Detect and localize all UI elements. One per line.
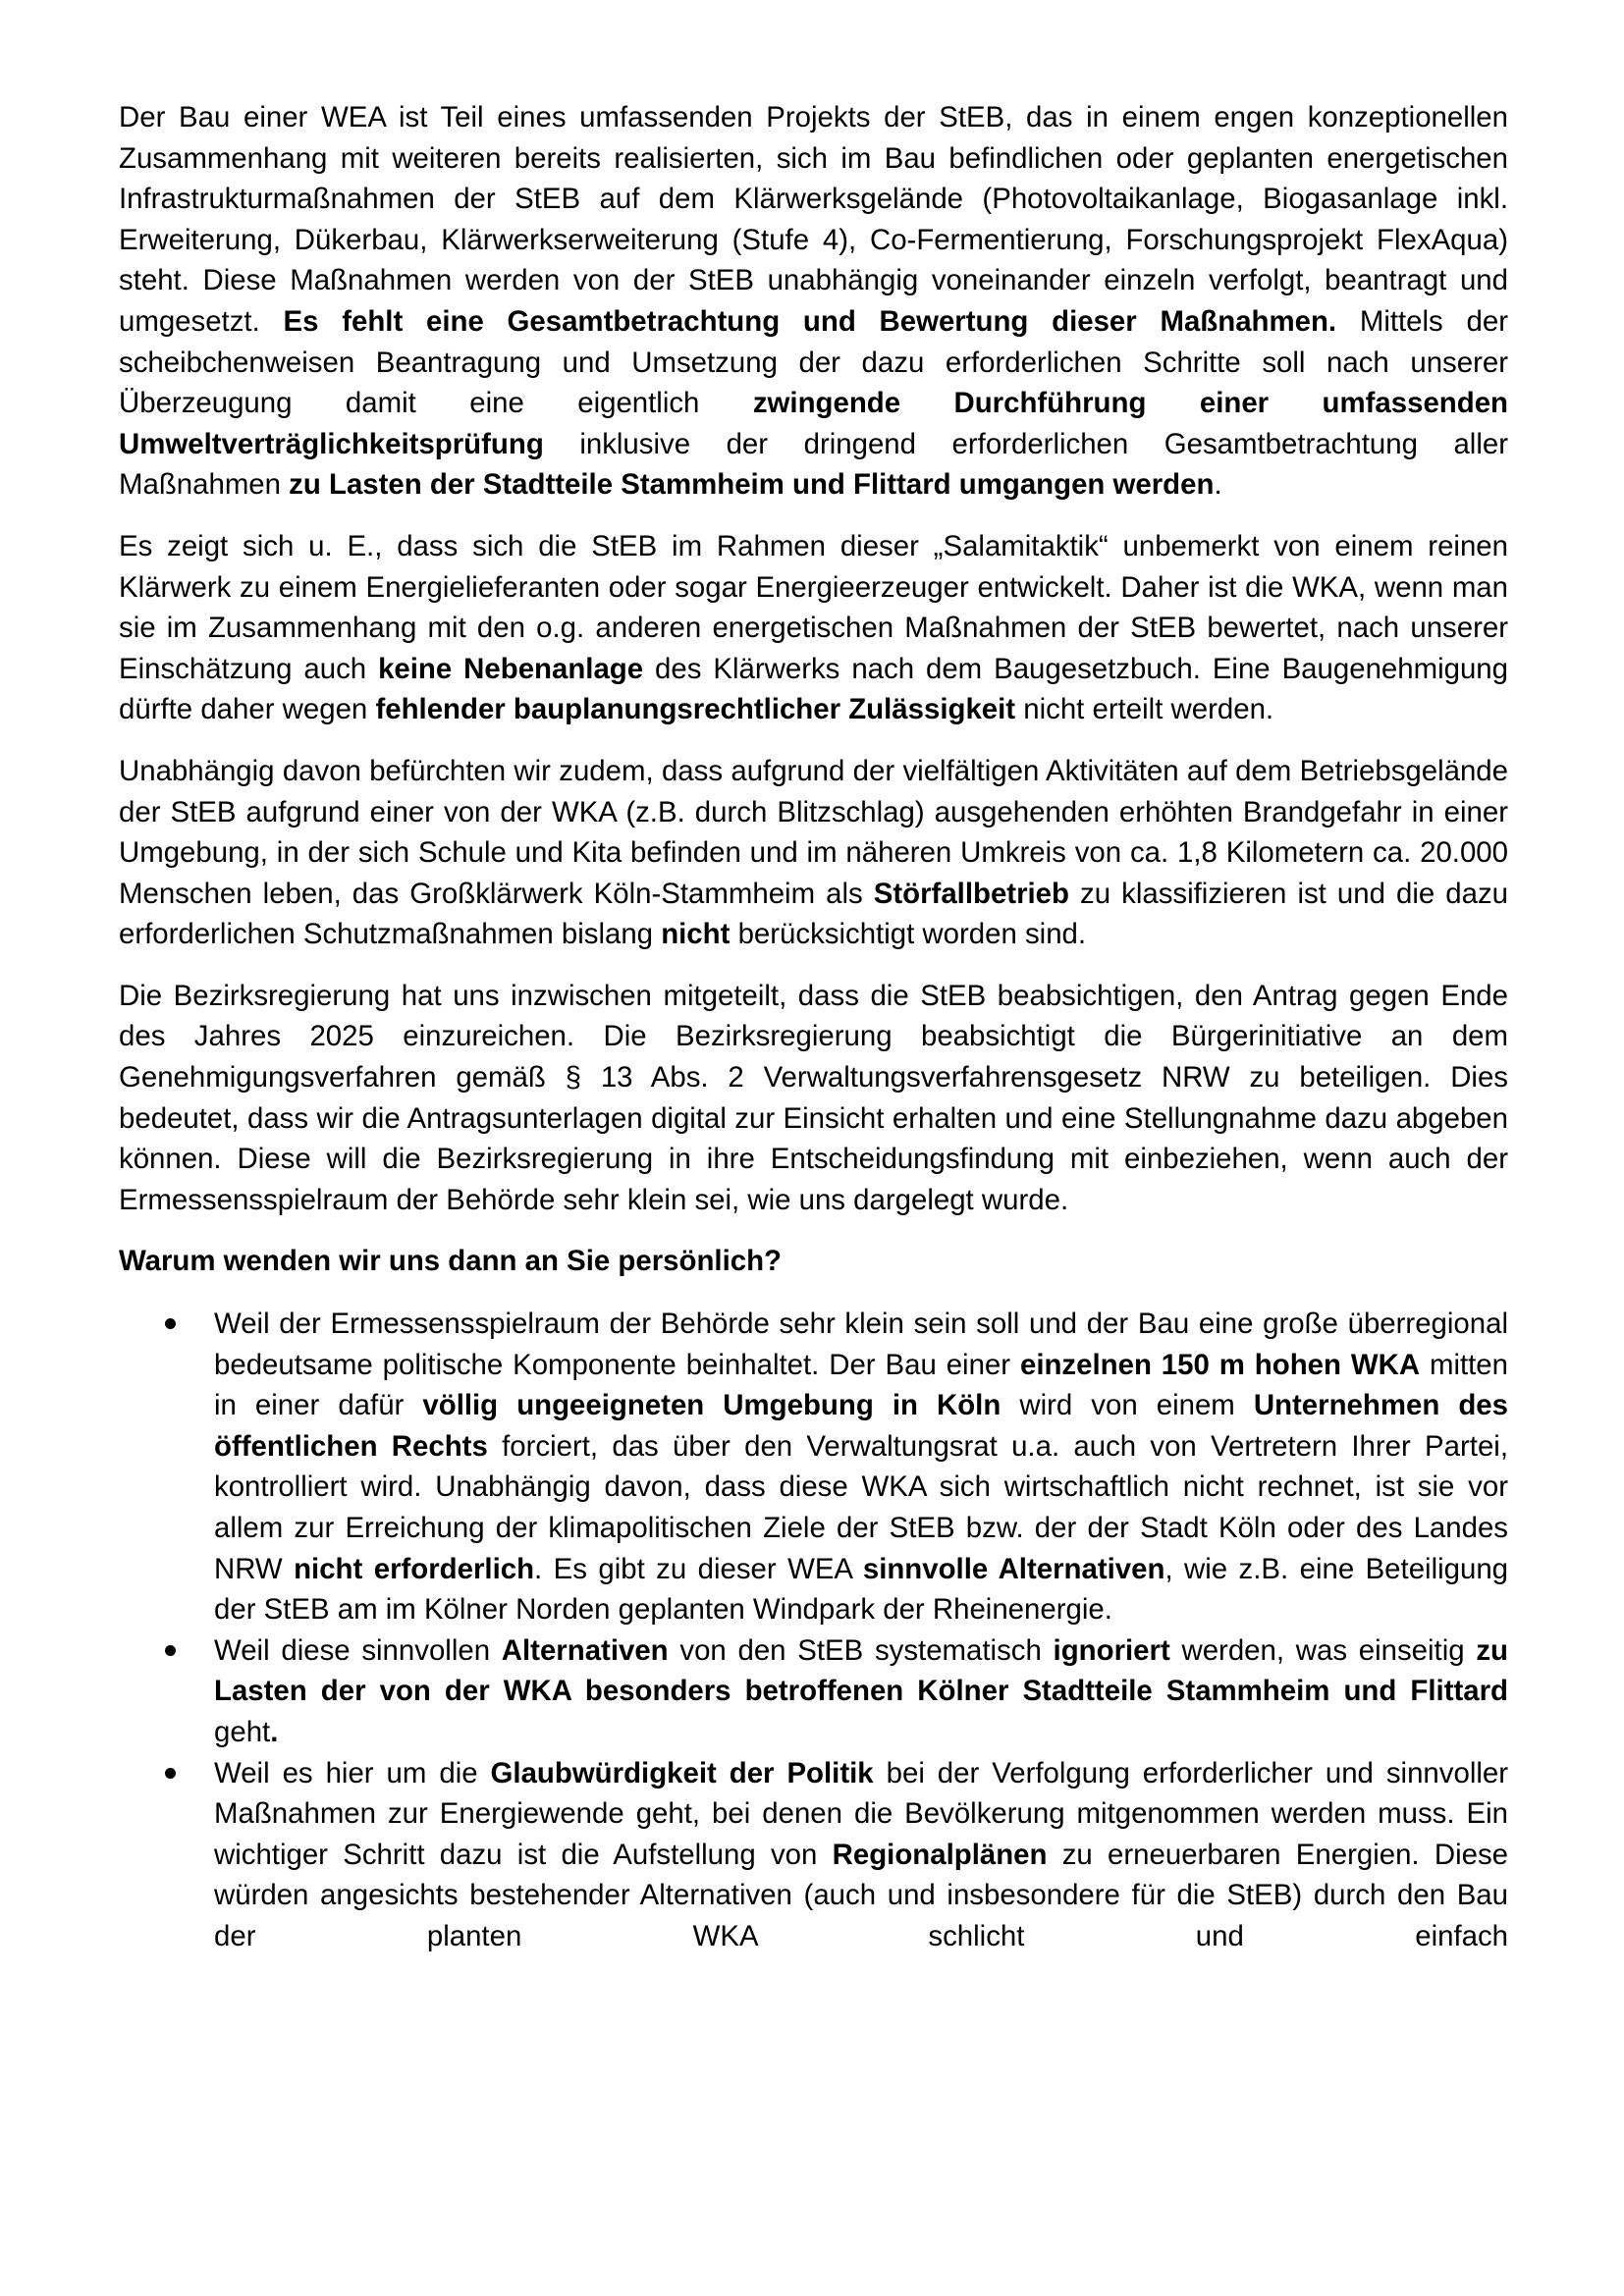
bold-text-run: zu Lasten der von der WKA besonders betroffenen Kölner Stadtteile Stammheim und Flittard [214, 1633, 1508, 1708]
text-run: Weil es hier um die [214, 1756, 491, 1789]
text-run: von den StEB systematisch [668, 1633, 1054, 1667]
text-run: nicht erteilt werden. [1015, 693, 1274, 726]
bold-text-run: Es fehlt eine Gesamtbetrachtung und Bewertung dieser Maßnahmen. [283, 304, 1337, 338]
bold-text-run: Regionalplänen [832, 1838, 1048, 1871]
bullet-icon [165, 1645, 176, 1656]
document-page [119, 97, 1508, 1957]
bold-text-run: Glaubwürdigkeit der Politik [490, 1756, 874, 1789]
section-heading: Warum wenden wir uns dann an Sie persönlich? [119, 1245, 782, 1278]
text-run: . [1214, 468, 1222, 502]
text-run: , wie z.B. eine Beteiligung der StEB am im Kölner Norden geplanten Windpark der Rheinenergie. [214, 1552, 1509, 1627]
bold-text-run: Störfallbetrieb [873, 877, 1069, 910]
bold-text-run: nicht erforderlich [294, 1552, 535, 1585]
text-run: zu erneuerbaren Energien. Diese würden angesichts bestehender Alternativen (auch und insbesondere für die StEB) durch den Bau der planten WKA schlicht und einfach [214, 1838, 1508, 1952]
list-item-reason-1 [119, 1304, 1508, 1630]
list-item-text [214, 1757, 1508, 1952]
bullet-icon [165, 1318, 176, 1329]
text-run: Mittels der scheibchenweisen Beantragung und Umsetzung der dazu erforderlichen Schritte soll nach unserer Überzeugung damit eine eigentlich [119, 304, 1508, 420]
bold-text-run: sinnvolle Alternativen [862, 1552, 1165, 1585]
bold-text-run: Alternativen [501, 1633, 669, 1667]
text-run: Weil der Ermessensspielraum der Behörde sehr klein sein soll und der Bau eine große überregional bedeutsame politische Komponente beinhaltet. Der Bau einer [214, 1308, 1508, 1381]
text-run: bei der Verfolgung erforderlicher und sinnvoller Maßnahmen zur Energiewende geht, bei denen die Bevölkerung mitgenommen werden muss. Ein wichtiger Schritt dazu ist die Aufstellung von [214, 1756, 1509, 1871]
reasons-list [119, 1304, 1508, 1957]
bold-text-run: fehlender bauplanungsrechtlicher Zulässigkeit [375, 693, 1016, 726]
bold-text-run: . [270, 1715, 279, 1748]
text-run: . Es gibt zu dieser WEA [534, 1552, 863, 1585]
bold-text-run: nicht [661, 918, 731, 951]
bullet-icon [165, 1768, 176, 1779]
list-item-text [214, 1634, 1508, 1748]
paragraph-salami-tactic [119, 526, 1508, 730]
text-run: Die Bezirksregierung hat uns inzwischen mitgeteilt, dass die StEB beabsichtigen, den Antrag gegen Ende des Jahres 2025 einzureichen. Die Bezirksregierung beabsichtigt die Bürgerinitiative an dem Genehmigungsverfahren gemäß § 13 Abs. 2 Verwaltungsverfahrensgesetz NRW zu beteiligen. Dies bedeutet, dass wir die Antragsunterlagen digital zur Einsicht erhalten und eine Stellungnahme dazu abgeben können. Diese will die Bezirksregierung in ihre Entscheidungsfindung mit einbeziehen, wenn auch der Ermessensspielraum der Behörde sehr klein sei, wie uns dargelegt wurde. [119, 979, 1508, 1216]
list-item-text [214, 1308, 1508, 1626]
text-run: Unabhängig davon befürchten wir zudem, dass aufgrund der vielfältigen Aktivitäten auf dem Betriebsgelände der StEB aufgrund einer von der WKA (z.B. durch Blitzschlag) ausgehenden erhöhten Brandgefahr in einer Umgebung, in der sich Schule und Kita befinden und im näheren Umkreis von ca. 1,8 Kilometern ca. 20.000 Menschen leben, das Großklärwerk Köln-Stammheim als [119, 754, 1508, 910]
bold-text-run: zu Lasten der Stadtteile Stammheim und Flittard umgangen werden [289, 468, 1215, 502]
bold-text-run: ignoriert [1053, 1633, 1170, 1667]
bold-text-run: Unternehmen des öffentlichen Rechts [214, 1389, 1508, 1463]
text-run: forciert, das über den Verwaltungsrat u.a. auch von Vertretern Ihrer Partei, kontrolliert wird. Unabhängig davon, dass diese WKA sich wirtschaftlich nicht rechnet, ist sie vor allem zur Erreichung der klimapolitischen Ziele der StEB bzw. der der Stadt Köln oder des Landes NRW [214, 1429, 1509, 1585]
paragraph-district-government [119, 976, 1508, 1221]
text-run: wird von einem [1001, 1389, 1254, 1422]
bold-text-run: einzelnen 150 m hohen WKA [1019, 1348, 1421, 1381]
text-run: inklusive der dringend erforderlichen Gesamtbetrachtung aller Maßnahmen [119, 427, 1508, 502]
text-run: Der Bau einer WEA ist Teil eines umfassenden Projekts der StEB, das in einem engen konzeptionellen Zusammenhang mit weiteren bereits realisierten, sich im Bau befindlichen oder geplanten energetischen Infrastrukturmaßnahmen der StEB auf dem Klärwerksgelände (Photovoltaikanlage, Biogasanlage inkl. Erweiterung, Dükerbau, Klärwerkserweiterung (Stufe 4), Co-Fermentierung, Forschungsprojekt FlexAqua) steht. Diese Maßnahmen werden von der StEB unabhängig voneinander einzeln verfolgt, beantragt und umgesetzt. [119, 101, 1508, 338]
list-item-reason-2 [119, 1630, 1508, 1753]
bold-text-run: völlig ungeeigneten Umgebung in Köln [422, 1389, 1001, 1422]
paragraph-fire-hazard [119, 751, 1508, 955]
text-run: mitten in einer dafür [214, 1348, 1508, 1422]
text-run: geht [214, 1715, 271, 1748]
bold-text-run: keine Nebenanlage [378, 652, 644, 685]
text-run: des Klärwerks nach dem Baugesetzbuch. Eine Baugenehmigung dürfte daher wegen [119, 652, 1508, 726]
text-run: berücksichtigt worden sind. [730, 918, 1087, 951]
text-run: Weil diese sinnvollen [214, 1633, 502, 1667]
list-item-reason-3 [119, 1753, 1508, 1957]
bold-text-run: zwingende Durchführung einer umfassenden Umweltverträglichkeitsprüfung [119, 387, 1508, 460]
text-run: werden, was einseitig [1169, 1633, 1477, 1667]
paragraph-project-context [119, 97, 1508, 506]
text-run: Es zeigt sich u. E., dass sich die StEB im Rahmen dieser „Salamitaktik“ unbemerkt von einem reinen Klärwerk zu einem Energielieferanten oder sogar Energieerzeuger entwickelt. Daher ist die WKA, wenn man sie im Zusammenhang mit den o.g. anderen energetischen Maßnahmen der StEB bewertet, nach unserer Einschätzung auch [119, 529, 1508, 685]
text-run: zu klassifizieren ist und die dazu erforderlichen Schutzmaßnahmen bislang [119, 877, 1508, 951]
